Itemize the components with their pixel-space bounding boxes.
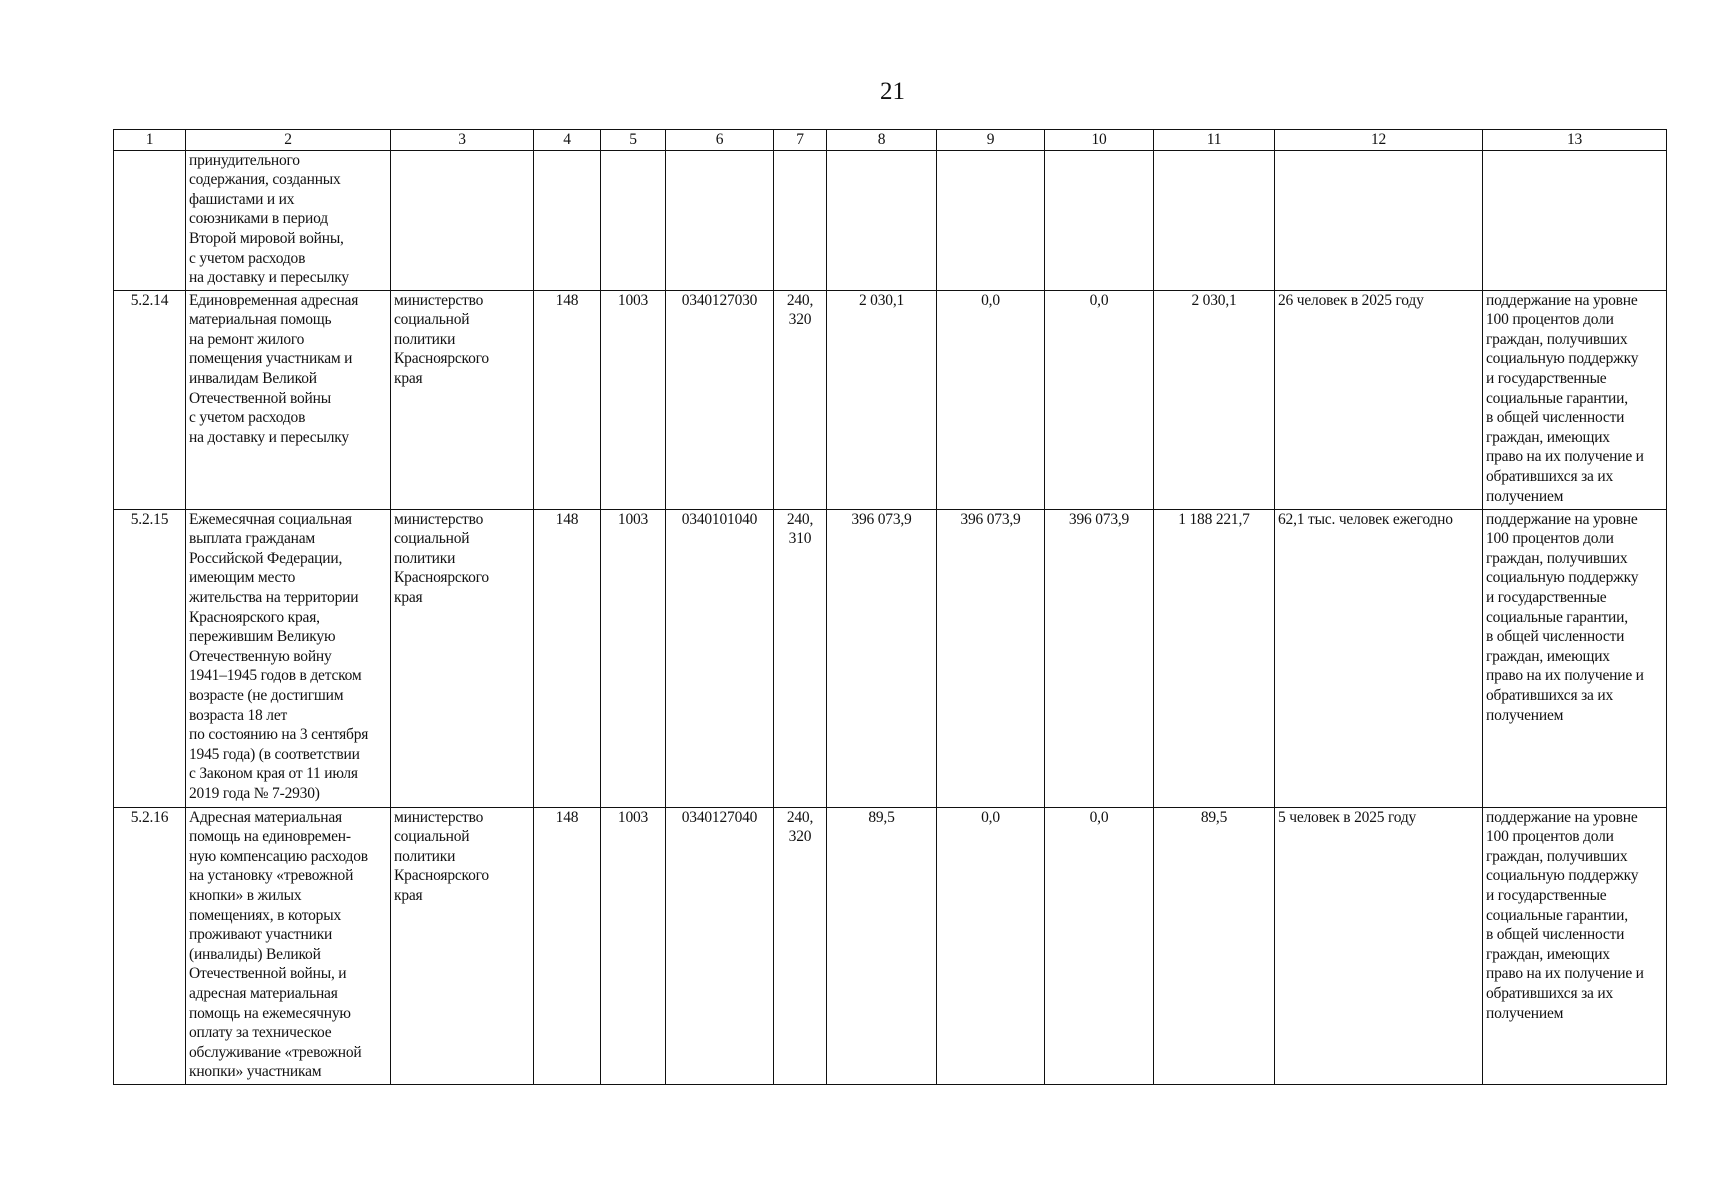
cell-y2025: 396 073,9 xyxy=(827,509,937,807)
program-measures-table xyxy=(113,129,1667,1085)
column-header-11: 11 xyxy=(1154,130,1275,151)
cell-y2027 xyxy=(1045,150,1154,290)
cell-indicator: поддержание на уровне 100 процентов доли граждан, получивших социальную поддержку и государственные социальные гарантии, в общей численности граждан, имеющих право на их получение и обратившихся за их получением xyxy=(1483,509,1667,807)
cell-y2027: 0,0 xyxy=(1045,290,1154,509)
cell-vr: 240, 310 xyxy=(774,509,827,807)
cell-result: 62,1 тыс. человек ежегодно xyxy=(1275,509,1483,807)
column-header-13: 13 xyxy=(1483,130,1667,151)
cell-y2025: 89,5 xyxy=(827,807,937,1084)
cell-grbs: 148 xyxy=(534,807,601,1084)
cell-total: 2 030,1 xyxy=(1154,290,1275,509)
cell-rzpr xyxy=(601,150,666,290)
table-row xyxy=(114,290,1667,509)
cell-indicator: поддержание на уровне 100 процентов доли граждан, получивших социальную поддержку и государственные социальные гарантии, в общей численности граждан, имеющих право на их получение и обратившихся за их получением xyxy=(1483,807,1667,1084)
cell-grbs xyxy=(534,150,601,290)
cell-description: Ежемесячная социальная выплата гражданам Российской Федерации, имеющим место жительства на территории Красноярского края, пережившим Великую Отечественную войну 1941–1945 годов в детском возрасте (не достигшим возраста 18 лет по состоянию на 3 сентября 1945 года) (в соответствии с Законом края от 11 июля 2019 года № 7-2930) xyxy=(186,509,391,807)
column-header-3: 3 xyxy=(391,130,534,151)
table-row-continuation xyxy=(114,150,1667,290)
cell-executor: министерство социальной политики Красноярского края xyxy=(391,290,534,509)
page-number: 21 xyxy=(880,78,905,105)
cell-y2027: 0,0 xyxy=(1045,807,1154,1084)
column-header-6: 6 xyxy=(666,130,774,151)
column-header-12: 12 xyxy=(1275,130,1483,151)
cell-number: 5.2.16 xyxy=(114,807,186,1084)
table-row xyxy=(114,509,1667,807)
cell-indicator: поддержание на уровне 100 процентов доли граждан, получивших социальную поддержку и государственные социальные гарантии, в общей численности граждан, имеющих право на их получение и обратившихся за их получением xyxy=(1483,290,1667,509)
cell-csr: 0340127030 xyxy=(666,290,774,509)
cell-executor xyxy=(391,150,534,290)
cell-vr xyxy=(774,150,827,290)
cell-rzpr: 1003 xyxy=(601,807,666,1084)
cell-result: 26 человек в 2025 году xyxy=(1275,290,1483,509)
cell-y2026: 0,0 xyxy=(937,807,1045,1084)
cell-vr: 240, 320 xyxy=(774,290,827,509)
cell-result: 5 человек в 2025 году xyxy=(1275,807,1483,1084)
cell-y2026: 396 073,9 xyxy=(937,509,1045,807)
cell-executor: министерство социальной политики Красноярского края xyxy=(391,807,534,1084)
cell-executor: министерство социальной политики Красноярского края xyxy=(391,509,534,807)
column-header-1: 1 xyxy=(114,130,186,151)
column-header-8: 8 xyxy=(827,130,937,151)
cell-total xyxy=(1154,150,1275,290)
table-row xyxy=(114,807,1667,1084)
cell-description: Адресная материальная помощь на единовремен- ную компенсацию расходов на установку «тревожной кнопки» в жилых помещениях, в которых проживают участники (инвалиды) Великой Отечественной войны, и адресная материальная помощь на ежемесячную оплату за техническое обслуживание «тревожной кнопки» участникам xyxy=(186,807,391,1084)
cell-description: принудительного содержания, созданных фашистами и их союзниками в период Второй мировой войны, с учетом расходов на доставку и пересылку xyxy=(186,150,391,290)
cell-number xyxy=(114,150,186,290)
cell-csr xyxy=(666,150,774,290)
cell-vr: 240, 320 xyxy=(774,807,827,1084)
column-number-header-row xyxy=(114,130,1667,151)
cell-total: 89,5 xyxy=(1154,807,1275,1084)
cell-grbs: 148 xyxy=(534,509,601,807)
cell-y2025 xyxy=(827,150,937,290)
column-header-9: 9 xyxy=(937,130,1045,151)
cell-rzpr: 1003 xyxy=(601,509,666,807)
cell-rzpr: 1003 xyxy=(601,290,666,509)
column-header-5: 5 xyxy=(601,130,666,151)
cell-csr: 0340127040 xyxy=(666,807,774,1084)
cell-total: 1 188 221,7 xyxy=(1154,509,1275,807)
cell-number: 5.2.15 xyxy=(114,509,186,807)
cell-y2025: 2 030,1 xyxy=(827,290,937,509)
cell-result xyxy=(1275,150,1483,290)
column-header-4: 4 xyxy=(534,130,601,151)
cell-y2026 xyxy=(937,150,1045,290)
cell-y2027: 396 073,9 xyxy=(1045,509,1154,807)
column-header-10: 10 xyxy=(1045,130,1154,151)
cell-number: 5.2.14 xyxy=(114,290,186,509)
cell-description: Единовременная адресная материальная помощь на ремонт жилого помещения участникам и инвалидам Великой Отечественной войны с учетом расходов на доставку и пересылку xyxy=(186,290,391,509)
cell-grbs: 148 xyxy=(534,290,601,509)
cell-indicator xyxy=(1483,150,1667,290)
column-header-7: 7 xyxy=(774,130,827,151)
cell-csr: 0340101040 xyxy=(666,509,774,807)
column-header-2: 2 xyxy=(186,130,391,151)
cell-y2026: 0,0 xyxy=(937,290,1045,509)
